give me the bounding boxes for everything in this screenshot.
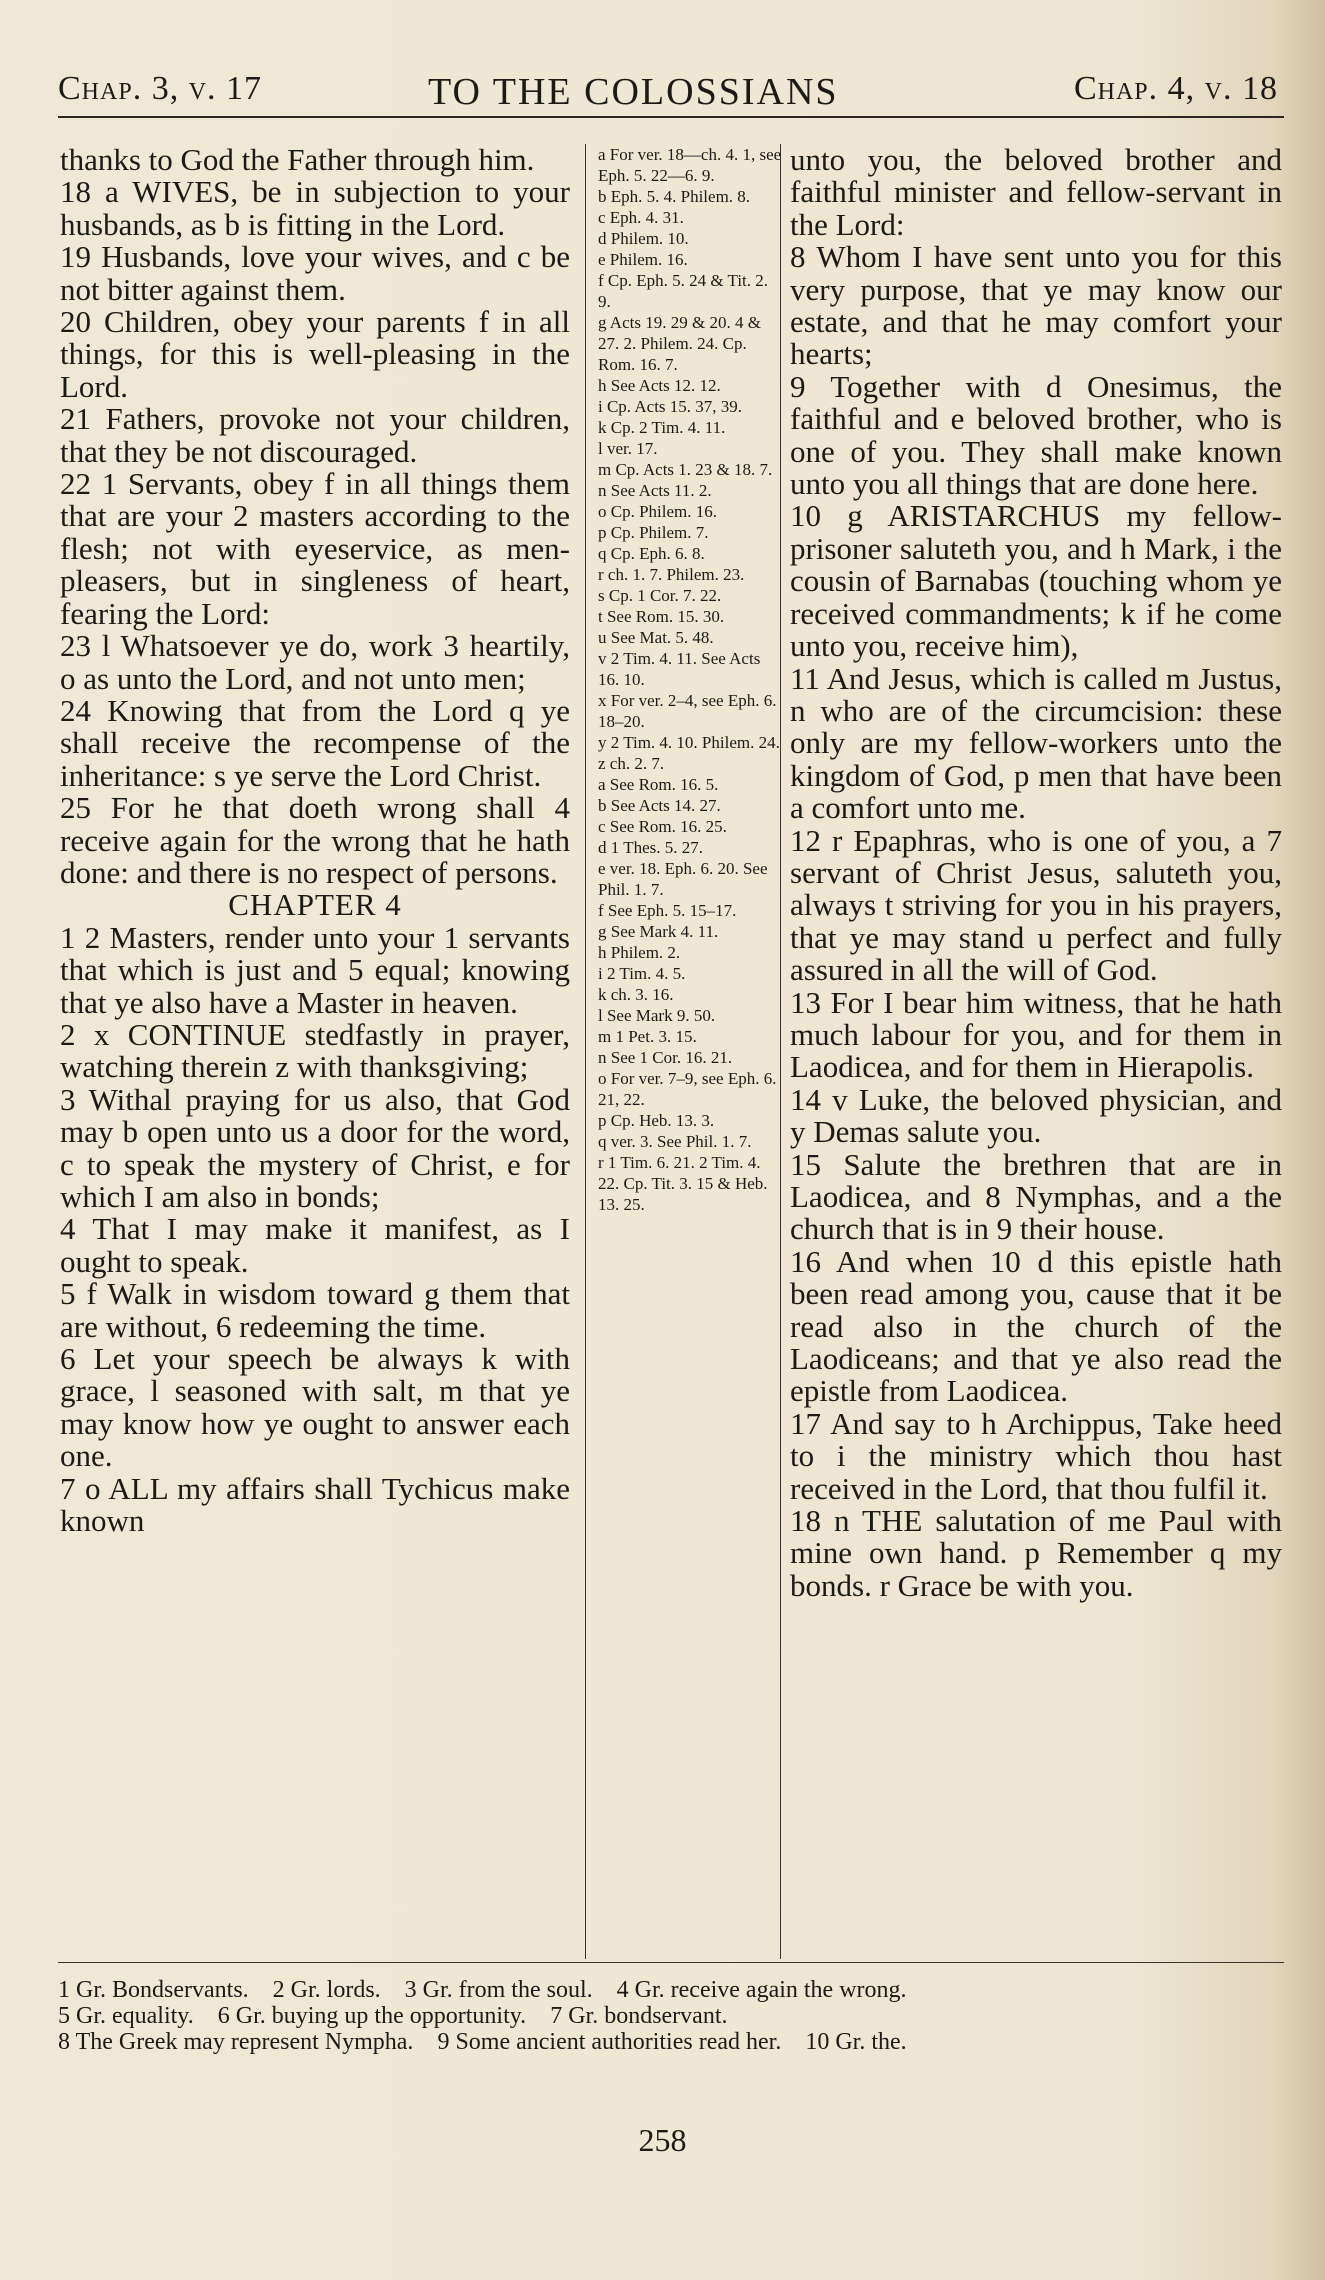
verse: 20 Children, obey your parents f in all things, for this is well-pleasing in the Lord. [60, 304, 570, 404]
cross-reference: f See Eph. 5. 15–17. [598, 901, 737, 920]
verse: 16 And when 10 d this epistle hath been read among you, cause that it be read also in the church of the Laodiceans; and that ye also read the epistle from Laodicea. [790, 1243, 1282, 1409]
footnotes [58, 1977, 1286, 2055]
cross-reference: d Philem. 10. [598, 229, 689, 248]
footnote: 3 Gr. from the soul. [404, 1977, 593, 2003]
verse: 9 Together with d Onesimus, the faithful and e beloved brother, who is one of you. They shall make known unto you all things that are done here. [790, 368, 1282, 502]
cross-reference: i Cp. Acts 15. 37, 39. [598, 397, 743, 416]
cross-reference: r ch. 1. 7. Philem. 23. [598, 565, 745, 584]
header-left-reference: Chap. 3, v. 17 [58, 70, 263, 107]
column-divider-left [585, 144, 586, 1959]
cross-reference: q ver. 3. See Phil. 1. 7. [598, 1132, 752, 1151]
cross-reference: o Cp. Philem. 16. [598, 502, 718, 521]
cross-reference: m 1 Pet. 3. 15. [598, 1027, 697, 1046]
verse: 22 1 Servants, obey f in all things them that are your 2 masters according to the flesh; not with eyeservice, as men-pleasers, but in singleness of heart, fearing the Lord: [60, 466, 570, 631]
cross-reference-column [598, 144, 782, 1944]
footnote: 9 Some ancient authorities read her. [437, 2029, 782, 2055]
verse: unto you, the beloved brother and faithful minister and fellow-servant in the Lord: [790, 142, 1282, 242]
cross-reference: p Cp. Heb. 13. 3. [598, 1111, 715, 1130]
header-book-title: TO THE COLOSSIANS [428, 71, 839, 113]
verse: 11 And Jesus, which is called m Justus, n who are of the circumcision: these only are my fellow-workers unto the kingdom of God, p men that have been a comfort unto me. [790, 660, 1282, 826]
cross-reference: s Cp. 1 Cor. 7. 22. [598, 586, 722, 605]
cross-reference: p Cp. Philem. 7. [598, 523, 709, 542]
footnote-rule [58, 1962, 1284, 1963]
footnote: 10 Gr. the. [805, 2029, 907, 2055]
left-text-column [60, 144, 570, 1944]
verse: 12 r Epaphras, who is one of you, a 7 servant of Christ Jesus, saluteth you, always t striving for you in his prayers, that ye may stand u perfect and fully assured in all the will of God. [790, 822, 1282, 988]
verse: 18 n THE salutation of me Paul with mine own hand. p Remember q my bonds. r Grace be with you. [790, 1503, 1282, 1603]
cross-reference: o For ver. 7–9, see Eph. 6. 21, 22. [598, 1069, 777, 1109]
cross-reference: l ver. 17. [598, 439, 658, 458]
cross-reference: n See Acts 11. 2. [598, 481, 712, 500]
cross-reference: l See Mark 9. 50. [598, 1006, 716, 1025]
footnote: 4 Gr. receive again the wrong. [616, 1977, 907, 2003]
cross-reference: g See Mark 4. 11. [598, 922, 719, 941]
right-text-column [790, 144, 1282, 1944]
verse: 14 v Luke, the beloved physician, and y Demas salute you. [790, 1081, 1282, 1150]
header-rule [58, 116, 1284, 118]
footnote: 6 Gr. buying up the opportunity. [217, 2003, 527, 2029]
verse: 15 Salute the brethren that are in Laodicea, and 8 Nymphas, and a the church that is in 9 their house. [790, 1146, 1282, 1247]
cross-reference: k ch. 3. 16. [598, 985, 674, 1004]
footnote: 2 Gr. lords. [272, 1977, 381, 2003]
verse: 8 Whom I have sent unto you for this very purpose, that ye may know our estate, and that he may comfort your hearts; [790, 239, 1282, 372]
verse: 5 f Walk in wisdom toward g them that are without, 6 redeeming the time. [60, 1276, 570, 1344]
footnote: 7 Gr. bondservant. [550, 2003, 728, 2029]
verse: 7 o ALL my affairs shall Tychicus make known [60, 1470, 570, 1539]
cross-reference: m Cp. Acts 1. 23 & 18. 7. [598, 460, 773, 479]
chapter-heading: CHAPTER 4 [228, 887, 402, 923]
verse: 1 2 Masters, render unto your 1 servants that which is just and 5 equal; knowing that ye also have a Master in heaven. [60, 919, 570, 1020]
verse: 21 Fathers, provoke not your children, that they be not discouraged. [60, 401, 570, 469]
cross-reference: t See Rom. 15. 30. [598, 607, 725, 626]
cross-reference: i 2 Tim. 4. 5. [598, 964, 686, 983]
cross-reference: y 2 Tim. 4. 10. Philem. 24. [598, 733, 780, 752]
verse: thanks to God the Father through him. [60, 142, 535, 177]
cross-reference: h See Acts 12. 12. [598, 376, 721, 395]
cross-reference: n See 1 Cor. 16. 21. [598, 1048, 733, 1067]
verse: 17 And say to h Archippus, Take heed to i the ministry which thou hast received in the Lord, that thou fulfil it. [790, 1405, 1282, 1506]
cross-reference: g Acts 19. 29 & 20. 4 & 27. 2. Philem. 24. Cp. Rom. 16. 7. [598, 313, 761, 374]
verse: 23 l Whatsoever ye do, work 3 heartily, o as unto the Lord, and not unto men; [60, 628, 570, 696]
verse: 2 x CONTINUE stedfastly in prayer, watching therein z with thanksgiving; [60, 1016, 570, 1085]
verse: 13 For I bear him witness, that he hath much labour for you, and for them in Laodicea, and for them in Hierapolis. [790, 984, 1282, 1085]
page-number: 258 [638, 2122, 687, 2158]
cross-reference: q Cp. Eph. 6. 8. [598, 544, 705, 563]
verse: 6 Let your speech be always k with grace, l seasoned with salt, m that ye may know how ye ought to answer each one. [60, 1341, 570, 1474]
cross-reference: x For ver. 2–4, see Eph. 6. 18–20. [598, 691, 777, 731]
running-header [58, 62, 1278, 122]
cross-reference: b See Acts 14. 27. [598, 796, 721, 815]
cross-reference: b Eph. 5. 4. Philem. 8. [598, 187, 751, 206]
cross-reference: u See Mat. 5. 48. [598, 628, 714, 647]
verse: 18 a WIVES, be in subjection to your husbands, as b is fitting in the Lord. [60, 174, 570, 242]
footnote: 1 Gr. Bondservants. [58, 1977, 249, 2003]
cross-reference: z ch. 2. 7. [598, 754, 665, 773]
cross-reference: d 1 Thes. 5. 27. [598, 838, 703, 857]
cross-reference: h Philem. 2. [598, 943, 681, 962]
header-right-reference: Chap. 4, v. 18 [1073, 70, 1278, 107]
verse: 4 That I may make it manifest, as I ought to speak. [60, 1211, 570, 1279]
cross-reference: a See Rom. 16. 5. [598, 775, 719, 794]
cross-reference: e ver. 18. Eph. 6. 20. See Phil. 1. 7. [598, 859, 768, 899]
footnote: 5 Gr. equality. [58, 2003, 194, 2029]
cross-reference: k Cp. 2 Tim. 4. 11. [598, 418, 726, 437]
verse: 25 For he that doeth wrong shall 4 receive again for the wrong that he hath done: and there is no respect of persons. [60, 790, 570, 890]
verse: 3 Withal praying for us also, that God may b open unto us a door for the word, c to speak the mystery of Christ, e for which I am also in bonds; [60, 1081, 570, 1214]
cross-reference: f Cp. Eph. 5. 24 & Tit. 2. 9. [598, 271, 769, 311]
cross-reference: r 1 Tim. 6. 21. 2 Tim. 4. 22. Cp. Tit. 3. 15 & Heb. 13. 25. [598, 1153, 768, 1214]
verse: 10 g ARISTARCHUS my fellow-prisoner saluteth you, and h Mark, i the cousin of Barnabas (touching whom ye received commandments; k if he come unto you, receive him), [790, 498, 1282, 664]
verse: 19 Husbands, love your wives, and c be not bitter against them. [60, 239, 570, 307]
cross-reference: c Eph. 4. 31. [598, 208, 684, 227]
cross-reference: v 2 Tim. 4. 11. See Acts 16. 10. [598, 649, 761, 689]
cross-reference: e Philem. 16. [598, 250, 688, 269]
verse: 24 Knowing that from the Lord q ye shall receive the recompense of the inheritance: s ye serve the Lord Christ. [60, 692, 570, 793]
footnote: 8 The Greek may represent Nympha. [58, 2029, 414, 2055]
cross-reference: c See Rom. 16. 25. [598, 817, 727, 836]
cross-reference: a For ver. 18—ch. 4. 1, see Eph. 5. 22—6. 9. [598, 145, 782, 185]
